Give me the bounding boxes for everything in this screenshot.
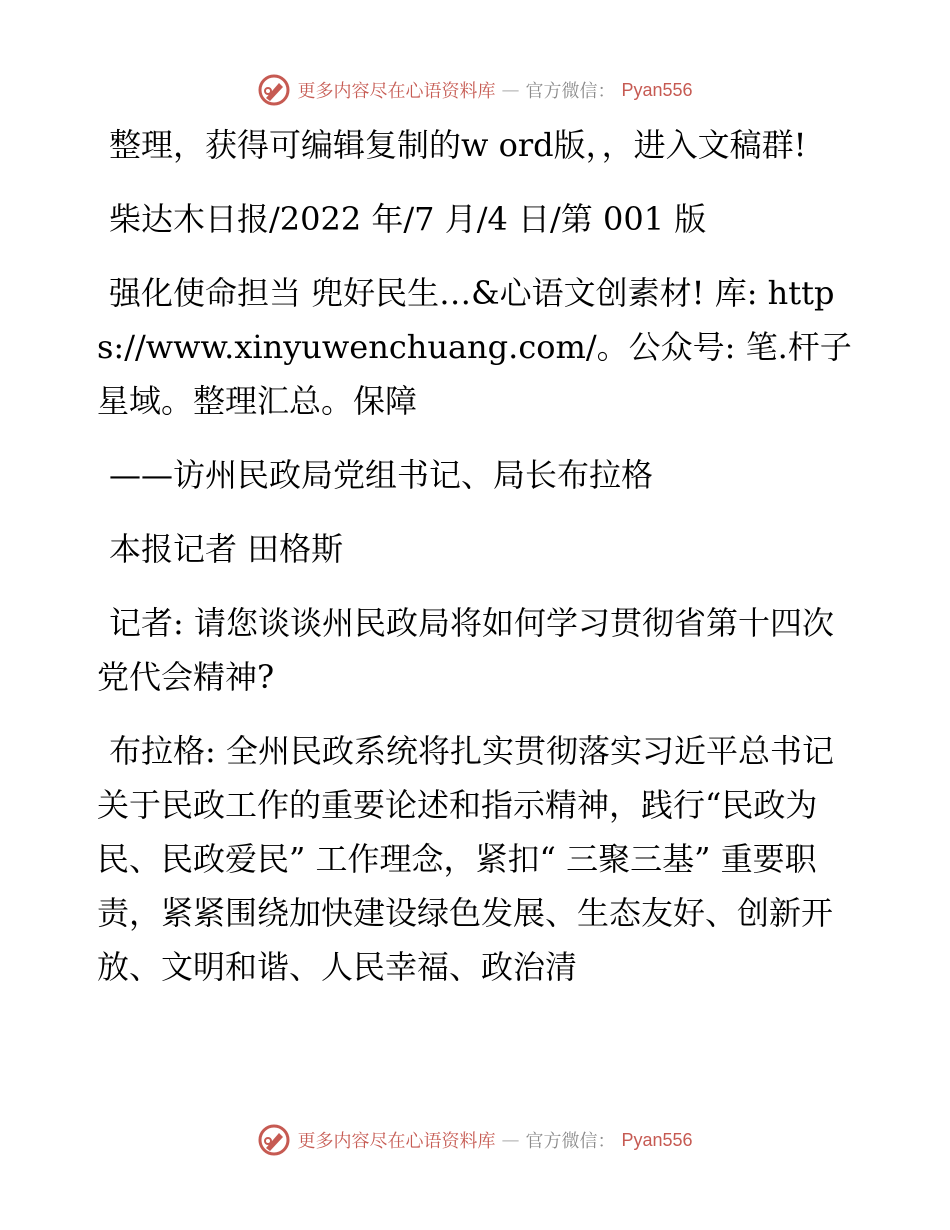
watermark-official: 官方微信： bbox=[525, 81, 616, 102]
watermark-wechat-id: Pyan556 bbox=[621, 1129, 693, 1150]
watermark-wechat-id: Pyan556 bbox=[621, 79, 693, 100]
paragraph-byline: 本报记者 田格斯 bbox=[109, 530, 344, 568]
watermark-official: 官方微信： bbox=[525, 1131, 616, 1152]
paragraph-headline: 强化使命担当 兜好民生…&心语文创素材! 库: https://www.xinyuwenchuang.com/。公众号: 笔.杆子星域。整理汇总。保障 bbox=[97, 274, 852, 420]
header-watermark bbox=[0, 70, 950, 110]
watermark-dash: — bbox=[501, 79, 520, 101]
pen-logo-icon bbox=[257, 73, 291, 107]
paragraph-answer: 布拉格: 全州民政系统将扎实贯彻落实习近平总书记关于民政工作的重要论述和指示精神，践行“民政为民、民政爱民” 工作理念，紧扣“ 三聚三基” 重要职责，紧紧围绕加快建设绿色发展、生态友好、创新开放、文明和谐、人民幸福、政治清 bbox=[97, 732, 834, 986]
paragraph-subtitle: ——访州民政局党组书记、局长布拉格 bbox=[109, 456, 654, 494]
pen-logo-icon bbox=[257, 1123, 291, 1157]
watermark-dash: — bbox=[501, 1129, 520, 1151]
watermark-brand: 更多内容尽在心语资料库 bbox=[297, 1131, 496, 1152]
watermark-brand: 更多内容尽在心语资料库 bbox=[297, 81, 496, 102]
paragraph-question: 记者: 请您谈谈州民政局将如何学习贯彻省第十四次党代会精神? bbox=[97, 604, 834, 696]
document-body bbox=[97, 118, 857, 1014]
paragraph-intro: 整理，获得可编辑复制的w ord版，，进入文稿群! bbox=[109, 126, 807, 164]
paragraph-source: 柴达木日报/2022 年/7 月/4 日/第 001 版 bbox=[109, 200, 707, 238]
footer-watermark bbox=[0, 1120, 950, 1160]
